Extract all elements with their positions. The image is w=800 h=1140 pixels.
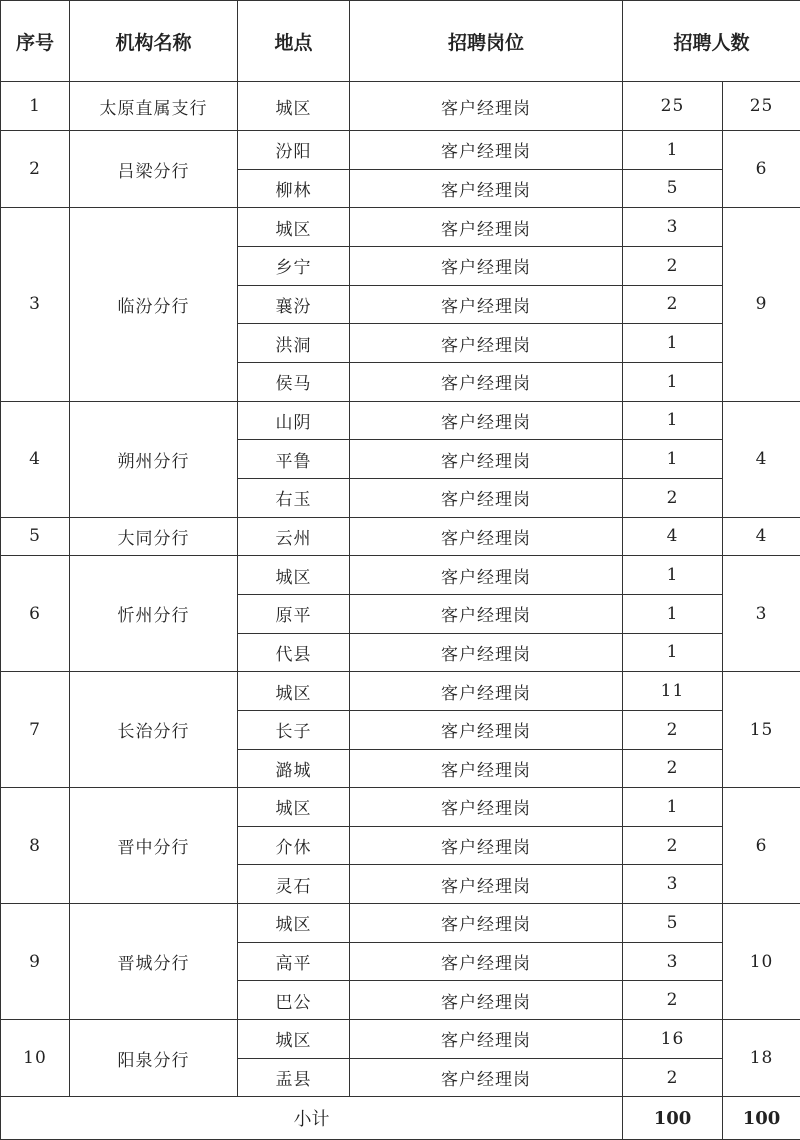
location-cell: 侯马 [238,362,350,401]
position-cell: 客户经理岗 [350,594,623,633]
header-position: 招聘岗位 [350,1,623,82]
group-total-cell: 3 [723,556,800,672]
table-row [1,517,800,556]
position-cell: 客户经理岗 [350,942,623,981]
position-cell: 客户经理岗 [350,324,623,363]
position-cell: 客户经理岗 [350,208,623,247]
count-cell: 2 [623,246,723,285]
org-name-cell: 晋中分行 [70,788,238,904]
org-name-cell: 长治分行 [70,672,238,788]
location-cell: 潞城 [238,749,350,788]
table-row [1,401,800,440]
group-total-cell: 6 [723,131,800,208]
count-cell: 4 [623,517,723,556]
index-cell: 2 [1,131,70,208]
table-body [1,82,800,1097]
count-cell: 1 [623,440,723,479]
subtotal-row [1,1097,800,1140]
location-cell: 城区 [238,672,350,711]
org-name-cell: 晋城分行 [70,904,238,1020]
index-cell: 10 [1,1020,70,1097]
count-cell: 5 [623,169,723,208]
count-cell: 3 [623,865,723,904]
location-cell: 长子 [238,710,350,749]
table-row [1,788,800,827]
location-cell: 城区 [238,82,350,131]
position-cell: 客户经理岗 [350,1058,623,1097]
count-cell: 1 [623,556,723,595]
subtotal-total: 100 [723,1097,800,1140]
org-name-cell: 阳泉分行 [70,1020,238,1097]
location-cell: 城区 [238,556,350,595]
position-cell: 客户经理岗 [350,362,623,401]
count-cell: 1 [623,633,723,672]
count-cell: 1 [623,788,723,827]
header-location: 地点 [238,1,350,82]
table-row [1,672,800,711]
table-row [1,1020,800,1059]
index-cell: 7 [1,672,70,788]
group-total-cell: 6 [723,788,800,904]
group-total-cell: 9 [723,208,800,401]
position-cell: 客户经理岗 [350,981,623,1020]
location-cell: 灵石 [238,865,350,904]
index-cell: 9 [1,904,70,1020]
header-count: 招聘人数 [623,1,800,82]
count-cell: 11 [623,672,723,711]
count-cell: 25 [623,82,723,131]
count-cell: 2 [623,826,723,865]
index-cell: 5 [1,517,70,556]
org-name-cell: 朔州分行 [70,401,238,517]
location-cell: 城区 [238,904,350,943]
position-cell: 客户经理岗 [350,904,623,943]
org-name-cell: 吕梁分行 [70,131,238,208]
location-cell: 云州 [238,517,350,556]
location-cell: 城区 [238,788,350,827]
position-cell: 客户经理岗 [350,788,623,827]
position-cell: 客户经理岗 [350,169,623,208]
group-total-cell: 4 [723,401,800,517]
location-cell: 襄汾 [238,285,350,324]
header-index: 序号 [1,1,70,82]
position-cell: 客户经理岗 [350,672,623,711]
position-cell: 客户经理岗 [350,749,623,788]
location-cell: 城区 [238,1020,350,1059]
count-cell: 2 [623,478,723,517]
group-total-cell: 25 [723,82,800,131]
table-row [1,131,800,170]
position-cell: 客户经理岗 [350,556,623,595]
location-cell: 柳林 [238,169,350,208]
count-cell: 1 [623,324,723,363]
location-cell: 乡宁 [238,246,350,285]
count-cell: 2 [623,749,723,788]
location-cell: 高平 [238,942,350,981]
position-cell: 客户经理岗 [350,1020,623,1059]
index-cell: 4 [1,401,70,517]
group-total-cell: 4 [723,517,800,556]
count-cell: 1 [623,401,723,440]
count-cell: 1 [623,362,723,401]
location-cell: 汾阳 [238,131,350,170]
location-cell: 巴公 [238,981,350,1020]
subtotal-count: 100 [623,1097,723,1140]
position-cell: 客户经理岗 [350,401,623,440]
org-name-cell: 临汾分行 [70,208,238,401]
subtotal-label: 小计 [1,1097,623,1140]
position-cell: 客户经理岗 [350,517,623,556]
table-row [1,904,800,943]
header-row [1,1,800,82]
index-cell: 8 [1,788,70,904]
location-cell: 山阴 [238,401,350,440]
count-cell: 3 [623,942,723,981]
count-cell: 2 [623,710,723,749]
count-cell: 2 [623,1058,723,1097]
org-name-cell: 太原直属支行 [70,82,238,131]
group-total-cell: 15 [723,672,800,788]
location-cell: 平鲁 [238,440,350,479]
position-cell: 客户经理岗 [350,131,623,170]
position-cell: 客户经理岗 [350,710,623,749]
index-cell: 6 [1,556,70,672]
group-total-cell: 10 [723,904,800,1020]
position-cell: 客户经理岗 [350,246,623,285]
position-cell: 客户经理岗 [350,826,623,865]
position-cell: 客户经理岗 [350,865,623,904]
group-total-cell: 18 [723,1020,800,1097]
location-cell: 代县 [238,633,350,672]
index-cell: 3 [1,208,70,401]
location-cell: 城区 [238,208,350,247]
position-cell: 客户经理岗 [350,633,623,672]
position-cell: 客户经理岗 [350,82,623,131]
table-row [1,208,800,247]
header-org: 机构名称 [70,1,238,82]
table-row [1,556,800,595]
count-cell: 1 [623,594,723,633]
index-cell: 1 [1,82,70,131]
location-cell: 原平 [238,594,350,633]
location-cell: 洪洞 [238,324,350,363]
count-cell: 16 [623,1020,723,1059]
org-name-cell: 忻州分行 [70,556,238,672]
position-cell: 客户经理岗 [350,440,623,479]
org-name-cell: 大同分行 [70,517,238,556]
position-cell: 客户经理岗 [350,478,623,517]
location-cell: 右玉 [238,478,350,517]
count-cell: 2 [623,981,723,1020]
table-row [1,82,800,131]
position-cell: 客户经理岗 [350,285,623,324]
count-cell: 2 [623,285,723,324]
location-cell: 介休 [238,826,350,865]
count-cell: 1 [623,131,723,170]
count-cell: 5 [623,904,723,943]
location-cell: 盂县 [238,1058,350,1097]
count-cell: 3 [623,208,723,247]
